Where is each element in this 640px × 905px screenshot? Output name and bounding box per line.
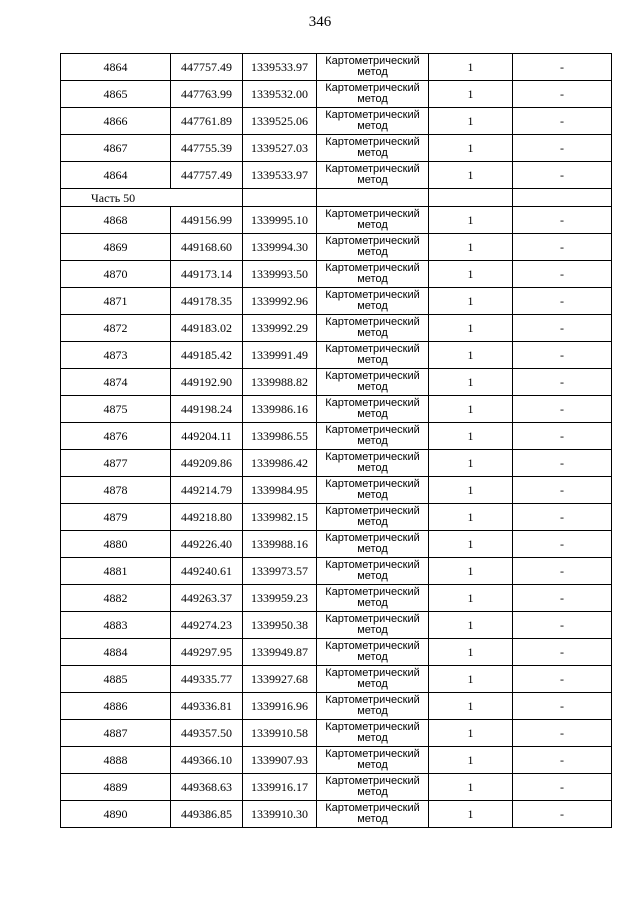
coordinate-x: 447757.49	[171, 54, 243, 81]
table-row	[61, 162, 612, 189]
point-number: 4870	[61, 261, 171, 288]
method-line-1: Картометрический	[325, 109, 420, 121]
method-line-1: Картометрический	[325, 586, 420, 598]
empty-cell	[243, 189, 317, 207]
method-line-1: Картометрический	[325, 289, 420, 301]
note-value: -	[513, 234, 612, 261]
method-cell	[317, 396, 429, 423]
table-row	[61, 315, 612, 342]
method-line-1: Картометрический	[325, 559, 420, 571]
note-value: -	[513, 315, 612, 342]
coordinate-x: 449336.81	[171, 693, 243, 720]
note-value: -	[513, 558, 612, 585]
method-line-2: метод	[357, 813, 388, 825]
coordinate-y: 1339907.93	[243, 747, 317, 774]
note-value: -	[513, 612, 612, 639]
accuracy-value: 1	[429, 585, 513, 612]
point-number: 4886	[61, 693, 171, 720]
method-line-2: метод	[357, 651, 388, 663]
coordinate-x: 449204.11	[171, 423, 243, 450]
method-line-2: метод	[357, 273, 388, 285]
method-cell	[317, 612, 429, 639]
method-line-2: метод	[357, 66, 388, 78]
point-number: 4889	[61, 774, 171, 801]
accuracy-value: 1	[429, 54, 513, 81]
method-cell	[317, 531, 429, 558]
method-line-1: Картометрический	[325, 316, 420, 328]
accuracy-value: 1	[429, 774, 513, 801]
table-row	[61, 801, 612, 828]
method-line-1: Картометрический	[325, 694, 420, 706]
accuracy-value: 1	[429, 747, 513, 774]
point-number: 4884	[61, 639, 171, 666]
coordinate-x: 449366.10	[171, 747, 243, 774]
note-value: -	[513, 396, 612, 423]
method-line-2: метод	[357, 300, 388, 312]
method-line-2: метод	[357, 381, 388, 393]
table-row	[61, 423, 612, 450]
point-number: 4869	[61, 234, 171, 261]
method-cell	[317, 81, 429, 108]
method-line-2: метод	[357, 678, 388, 690]
method-line-2: метод	[357, 489, 388, 501]
method-cell	[317, 693, 429, 720]
point-number: 4878	[61, 477, 171, 504]
method-line-2: метод	[357, 759, 388, 771]
note-value: -	[513, 531, 612, 558]
coordinate-y: 1339994.30	[243, 234, 317, 261]
method-cell	[317, 342, 429, 369]
note-value: -	[513, 81, 612, 108]
coordinate-x: 449386.85	[171, 801, 243, 828]
note-value: -	[513, 288, 612, 315]
table-row	[61, 774, 612, 801]
coordinate-y: 1339949.87	[243, 639, 317, 666]
coordinate-y: 1339982.15	[243, 504, 317, 531]
accuracy-value: 1	[429, 450, 513, 477]
coordinate-y: 1339533.97	[243, 162, 317, 189]
note-value: -	[513, 207, 612, 234]
method-cell	[317, 450, 429, 477]
method-line-2: метод	[357, 570, 388, 582]
point-number: 4868	[61, 207, 171, 234]
accuracy-value: 1	[429, 396, 513, 423]
table-row	[61, 207, 612, 234]
method-line-1: Картометрический	[325, 343, 420, 355]
table-row	[61, 342, 612, 369]
table-row	[61, 369, 612, 396]
accuracy-value: 1	[429, 288, 513, 315]
accuracy-value: 1	[429, 423, 513, 450]
accuracy-value: 1	[429, 612, 513, 639]
coordinate-x: 449368.63	[171, 774, 243, 801]
method-line-1: Картометрический	[325, 82, 420, 94]
method-line-1: Картометрический	[325, 424, 420, 436]
method-line-2: метод	[357, 219, 388, 231]
accuracy-value: 1	[429, 315, 513, 342]
accuracy-value: 1	[429, 477, 513, 504]
note-value: -	[513, 54, 612, 81]
coordinate-y: 1339984.95	[243, 477, 317, 504]
section-heading-row	[61, 189, 612, 207]
method-cell	[317, 504, 429, 531]
table-row	[61, 612, 612, 639]
coordinates-table-body	[61, 54, 612, 828]
coordinate-x: 447757.49	[171, 162, 243, 189]
method-cell	[317, 558, 429, 585]
note-value: -	[513, 450, 612, 477]
accuracy-value: 1	[429, 81, 513, 108]
point-number: 4881	[61, 558, 171, 585]
method-cell	[317, 666, 429, 693]
coordinate-x: 449198.24	[171, 396, 243, 423]
method-line-2: метод	[357, 462, 388, 474]
coordinate-x: 449178.35	[171, 288, 243, 315]
accuracy-value: 1	[429, 135, 513, 162]
point-number: 4877	[61, 450, 171, 477]
method-line-1: Картометрический	[325, 478, 420, 490]
table-row	[61, 108, 612, 135]
empty-cell	[513, 189, 612, 207]
note-value: -	[513, 801, 612, 828]
method-line-1: Картометрический	[325, 505, 420, 517]
method-cell	[317, 639, 429, 666]
coordinate-y: 1339927.68	[243, 666, 317, 693]
table-row	[61, 747, 612, 774]
table-row	[61, 693, 612, 720]
accuracy-value: 1	[429, 369, 513, 396]
coordinates-table	[60, 53, 612, 828]
method-cell	[317, 234, 429, 261]
point-number: 4879	[61, 504, 171, 531]
method-line-1: Картометрический	[325, 262, 420, 274]
accuracy-value: 1	[429, 558, 513, 585]
table-row	[61, 666, 612, 693]
method-line-1: Картометрический	[325, 370, 420, 382]
table-row	[61, 396, 612, 423]
coordinate-x: 449263.37	[171, 585, 243, 612]
method-cell	[317, 315, 429, 342]
method-line-2: метод	[357, 732, 388, 744]
note-value: -	[513, 135, 612, 162]
coordinate-y: 1339525.06	[243, 108, 317, 135]
coordinate-y: 1339916.96	[243, 693, 317, 720]
point-number: 4871	[61, 288, 171, 315]
method-line-2: метод	[357, 408, 388, 420]
coordinate-x: 449156.99	[171, 207, 243, 234]
coordinate-y: 1339986.16	[243, 396, 317, 423]
coordinate-y: 1339527.03	[243, 135, 317, 162]
accuracy-value: 1	[429, 162, 513, 189]
point-number: 4875	[61, 396, 171, 423]
coordinate-x: 449192.90	[171, 369, 243, 396]
method-line-1: Картометрический	[325, 55, 420, 67]
coordinate-x: 449335.77	[171, 666, 243, 693]
method-line-1: Картометрический	[325, 775, 420, 787]
coordinate-y: 1339973.57	[243, 558, 317, 585]
note-value: -	[513, 747, 612, 774]
table-row	[61, 639, 612, 666]
method-line-1: Картометрический	[325, 640, 420, 652]
note-value: -	[513, 369, 612, 396]
method-line-2: метод	[357, 597, 388, 609]
method-line-1: Картометрический	[325, 532, 420, 544]
point-number: 4880	[61, 531, 171, 558]
coordinate-y: 1339992.96	[243, 288, 317, 315]
coordinate-y: 1339988.16	[243, 531, 317, 558]
method-line-2: метод	[357, 327, 388, 339]
accuracy-value: 1	[429, 639, 513, 666]
method-line-2: метод	[357, 543, 388, 555]
coordinate-y: 1339986.42	[243, 450, 317, 477]
accuracy-value: 1	[429, 693, 513, 720]
coordinate-x: 449168.60	[171, 234, 243, 261]
accuracy-value: 1	[429, 666, 513, 693]
method-line-2: метод	[357, 354, 388, 366]
coordinate-y: 1339992.29	[243, 315, 317, 342]
accuracy-value: 1	[429, 261, 513, 288]
method-cell	[317, 774, 429, 801]
method-cell	[317, 801, 429, 828]
method-line-2: метод	[357, 120, 388, 132]
method-cell	[317, 423, 429, 450]
table-row	[61, 234, 612, 261]
section-heading: Часть 50	[61, 189, 243, 207]
page-number: 346	[308, 14, 332, 30]
coordinate-x: 449173.14	[171, 261, 243, 288]
point-number: 4890	[61, 801, 171, 828]
note-value: -	[513, 477, 612, 504]
method-line-2: метод	[357, 93, 388, 105]
method-cell	[317, 585, 429, 612]
table-row	[61, 288, 612, 315]
point-number: 4867	[61, 135, 171, 162]
method-cell	[317, 747, 429, 774]
point-number: 4888	[61, 747, 171, 774]
point-number: 4883	[61, 612, 171, 639]
table-row	[61, 54, 612, 81]
coordinate-x: 449240.61	[171, 558, 243, 585]
table-row	[61, 531, 612, 558]
point-number: 4876	[61, 423, 171, 450]
coordinate-x: 447761.89	[171, 108, 243, 135]
note-value: -	[513, 162, 612, 189]
method-line-1: Картометрический	[325, 613, 420, 625]
method-line-2: метод	[357, 624, 388, 636]
accuracy-value: 1	[429, 234, 513, 261]
coordinate-y: 1339995.10	[243, 207, 317, 234]
point-number: 4887	[61, 720, 171, 747]
method-line-1: Картометрический	[325, 163, 420, 175]
coordinate-x: 447763.99	[171, 81, 243, 108]
point-number: 4874	[61, 369, 171, 396]
point-number: 4864	[61, 54, 171, 81]
method-cell	[317, 477, 429, 504]
coordinate-y: 1339988.82	[243, 369, 317, 396]
table-row	[61, 720, 612, 747]
point-number: 4872	[61, 315, 171, 342]
coordinate-x: 449226.40	[171, 531, 243, 558]
coordinate-x: 447755.39	[171, 135, 243, 162]
table-row	[61, 450, 612, 477]
note-value: -	[513, 585, 612, 612]
note-value: -	[513, 342, 612, 369]
method-cell	[317, 108, 429, 135]
table-row	[61, 585, 612, 612]
coordinate-y: 1339950.38	[243, 612, 317, 639]
note-value: -	[513, 720, 612, 747]
accuracy-value: 1	[429, 531, 513, 558]
coordinate-y: 1339910.30	[243, 801, 317, 828]
empty-cell	[317, 189, 429, 207]
point-number: 4864	[61, 162, 171, 189]
method-line-2: метод	[357, 147, 388, 159]
method-line-1: Картометрический	[325, 451, 420, 463]
method-line-1: Картометрический	[325, 136, 420, 148]
note-value: -	[513, 693, 612, 720]
method-cell	[317, 162, 429, 189]
point-number: 4885	[61, 666, 171, 693]
coordinate-y: 1339532.00	[243, 81, 317, 108]
method-cell	[317, 288, 429, 315]
empty-cell	[429, 189, 513, 207]
accuracy-value: 1	[429, 801, 513, 828]
table-row	[61, 135, 612, 162]
method-cell	[317, 54, 429, 81]
coordinate-y: 1339986.55	[243, 423, 317, 450]
coordinate-y: 1339533.97	[243, 54, 317, 81]
coordinate-x: 449214.79	[171, 477, 243, 504]
table-row	[61, 261, 612, 288]
coordinate-x: 449274.23	[171, 612, 243, 639]
table-row	[61, 477, 612, 504]
method-line-1: Картометрический	[325, 397, 420, 409]
note-value: -	[513, 639, 612, 666]
note-value: -	[513, 504, 612, 531]
point-number: 4882	[61, 585, 171, 612]
method-line-2: метод	[357, 174, 388, 186]
coordinate-y: 1339910.58	[243, 720, 317, 747]
method-cell	[317, 720, 429, 747]
accuracy-value: 1	[429, 207, 513, 234]
method-line-1: Картометрический	[325, 235, 420, 247]
accuracy-value: 1	[429, 720, 513, 747]
accuracy-value: 1	[429, 108, 513, 135]
method-line-2: метод	[357, 246, 388, 258]
method-cell	[317, 207, 429, 234]
coordinate-x: 449209.86	[171, 450, 243, 477]
table-row	[61, 504, 612, 531]
method-line-1: Картометрический	[325, 208, 420, 220]
point-number: 4873	[61, 342, 171, 369]
coordinate-x: 449185.42	[171, 342, 243, 369]
accuracy-value: 1	[429, 342, 513, 369]
method-line-2: метод	[357, 786, 388, 798]
method-line-2: метод	[357, 705, 388, 717]
note-value: -	[513, 774, 612, 801]
note-value: -	[513, 261, 612, 288]
coordinate-y: 1339991.49	[243, 342, 317, 369]
coordinate-x: 449218.80	[171, 504, 243, 531]
accuracy-value: 1	[429, 504, 513, 531]
table-row	[61, 558, 612, 585]
method-line-1: Картометрический	[325, 667, 420, 679]
coordinate-y: 1339993.50	[243, 261, 317, 288]
coordinate-y: 1339959.23	[243, 585, 317, 612]
coordinate-x: 449183.02	[171, 315, 243, 342]
method-line-1: Картометрический	[325, 802, 420, 814]
method-cell	[317, 369, 429, 396]
note-value: -	[513, 423, 612, 450]
method-line-1: Картометрический	[325, 748, 420, 760]
method-line-2: метод	[357, 435, 388, 447]
coordinate-x: 449357.50	[171, 720, 243, 747]
method-line-1: Картометрический	[325, 721, 420, 733]
coordinate-x: 449297.95	[171, 639, 243, 666]
note-value: -	[513, 108, 612, 135]
point-number: 4865	[61, 81, 171, 108]
coordinate-y: 1339916.17	[243, 774, 317, 801]
method-cell	[317, 261, 429, 288]
note-value: -	[513, 666, 612, 693]
method-line-2: метод	[357, 516, 388, 528]
point-number: 4866	[61, 108, 171, 135]
table-row	[61, 81, 612, 108]
method-cell	[317, 135, 429, 162]
